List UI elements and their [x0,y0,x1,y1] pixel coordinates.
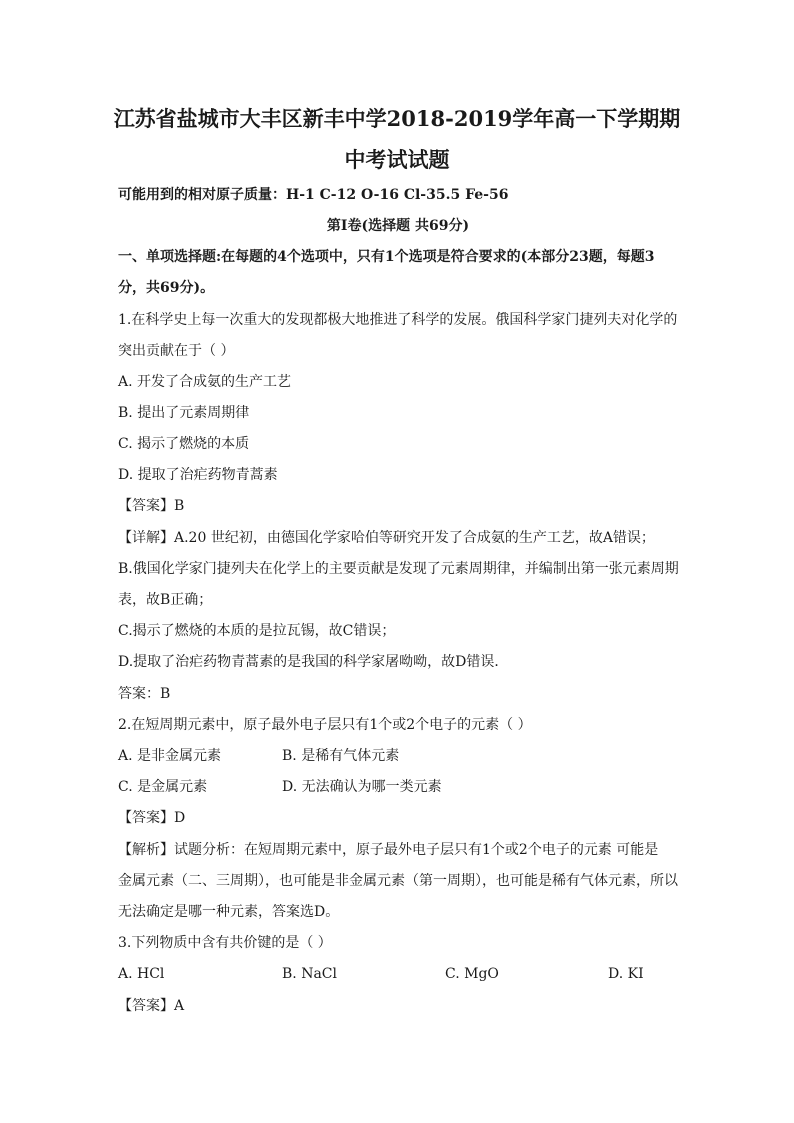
q2-option-c: C. 是金属元素 [118,779,208,795]
q1-option-a: A. 开发了合成氨的生产工艺 [118,374,292,390]
q1-option-c: C. 揭示了燃烧的本质 [118,436,250,452]
q1-explain-line-2: B.俄国化学家门捷列夫在化学上的主要贡献是发现了元素周期律，并编制出第一张元素周期 [118,561,679,577]
q3-option-c: C. MgO [445,966,499,982]
q1-answer: 【答案】B [118,498,185,514]
q1-explain-line-1: 【详解】A.20 世纪初，由德国化学家哈伯等研究开发了合成氨的生产工艺，故A错误； [118,530,655,546]
q1-explain-line-4: C.揭示了燃烧的本质的是拉瓦锡，故C错误； [118,623,396,639]
q3-stem: 3.下列物质中含有共价键的是（ ） [118,935,332,951]
q1-stem-line-1: 1.在科学史上每一次重大的发现都极大地推进了科学的发展。俄国科学家门捷列夫对化学的 [118,312,678,328]
exam-title-line-1: 江苏省盐城市大丰区新丰中学2018-2019学年高一下学期期 [113,106,681,131]
q2-explain-line-3: 无法确定是哪一种元素，答案选D。 [118,904,340,920]
exam-title-line-2: 中考试试题 [344,147,450,172]
q1-explain-line-3: 表，故B正确； [118,592,213,608]
q3-option-b: B. NaCl [282,966,337,982]
q1-option-b: B. 提出了元素周期律 [118,405,250,421]
q2-explain-line-1: 【解析】试题分析：在短周期元素中，原子最外电子层只有1个或2个电子的元素 可能是 [118,842,659,858]
q2-explain-line-2: 金属元素（二、三周期），也可能是非金属元素（第一周期），也可能是稀有气体元素，所以 [118,873,678,889]
q1-explain-line-5: D.提取了治疟药物青蒿素的是我国的科学家屠呦呦，故D错误． [118,654,509,670]
q2-stem: 2.在短周期元素中，原子最外电子层只有1个或2个电子的元素（ ） [118,717,532,733]
q1-stem-line-2: 突出贡献在于（ ） [118,343,235,359]
instructions-line-2: 分，共69分)。 [118,280,215,296]
q2-option-a: A. 是非金属元素 [118,748,222,764]
q2-option-b: B. 是稀有气体元素 [282,748,400,764]
q3-option-d: D. KI [608,966,644,982]
q2-answer: 【答案】D [118,810,186,826]
q3-answer: 【答案】A [118,998,185,1014]
instructions-line-1: 一、单项选择题:在每题的4个选项中，只有1个选项是符合要求的(本部分23题，每题3 [118,249,655,265]
section-header: 第Ⅰ卷(选择题 共69分) [326,218,470,234]
atomic-mass-info: 可能用到的相对原子质量：H-1 C-12 O-16 Cl-35.5 Fe-56 [118,187,509,203]
q3-option-a: A. HCl [118,966,165,982]
q2-option-d: D. 无法确认为哪一类元素 [282,779,442,795]
q1-option-d: D. 提取了治疟药物青蒿素 [118,467,278,483]
q1-final-answer: 答案：B [118,686,171,702]
